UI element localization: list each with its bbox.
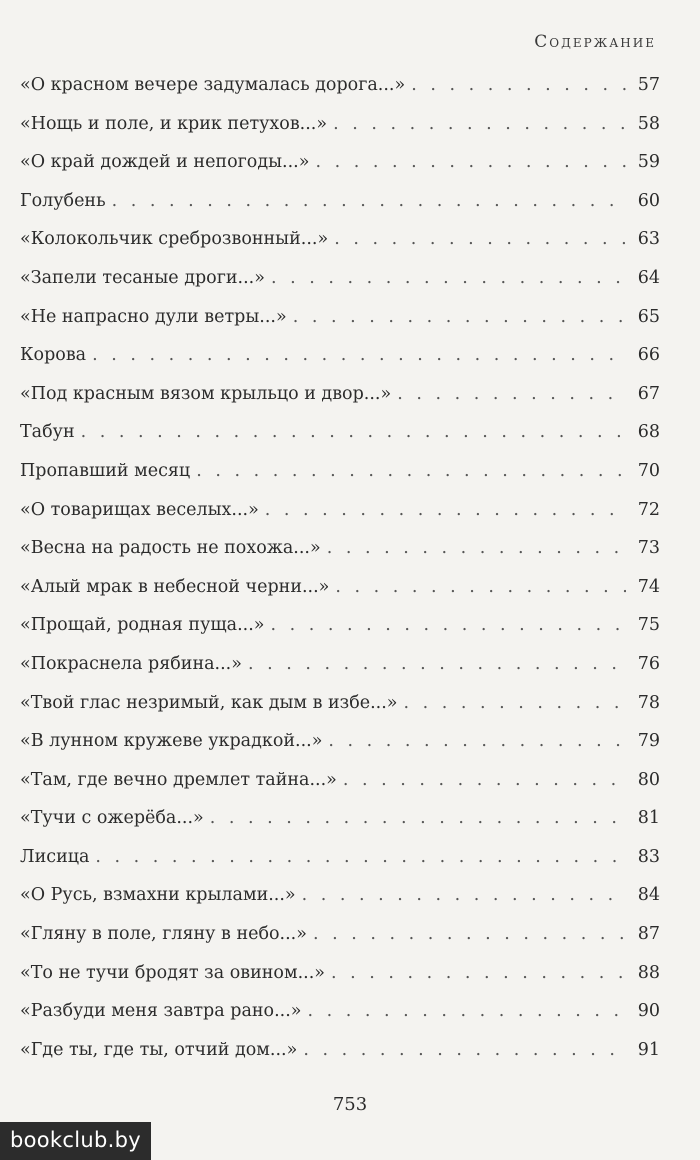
toc-entry [20,915,660,954]
toc-entry [20,722,660,761]
toc-entry [20,105,660,144]
dot-leader [335,568,626,607]
toc-entry [20,1031,660,1070]
dot-leader [404,684,627,723]
toc-entry-title: Корова [20,345,87,366]
toc-entry-page: 67 [637,383,660,404]
toc-entry-title: «Где ты, где ты, отчий дом...» [20,1039,298,1060]
toc-entry [20,645,660,684]
page-number: 753 [332,1094,368,1115]
toc-entry-page: 91 [637,1039,660,1060]
toc-entry-title: «Разбуди меня завтра рано...» [20,1001,302,1022]
toc-entry-title: Голубень [20,190,106,211]
toc-entry-title: «Гляну в поле, гляну в небо...» [20,924,307,945]
toc-entry-title: «Весна на радость не похожа...» [20,538,321,559]
dot-leader [210,799,626,838]
toc-entry-title: Табун [20,422,75,443]
dot-leader [293,298,626,337]
toc-entry-title: Лисица [20,846,90,867]
dot-leader [334,220,626,259]
dot-leader [196,452,626,491]
watermark-logo: bookclub.by [0,1122,151,1160]
toc-entry [20,413,660,452]
toc-entry [20,298,660,337]
toc-entry [20,375,660,414]
toc-entry-page: 79 [637,731,660,752]
toc-entry-title: «Твой глас незримый, как дым в избе...» [20,692,398,713]
dot-leader [327,529,626,568]
toc-entry-page: 80 [637,769,660,790]
toc-entry [20,761,660,800]
toc-entry-page: 66 [637,345,660,366]
toc-entry-title: «О товарищах веселых...» [20,499,259,520]
toc-entry [20,568,660,607]
toc-entry-title: «Тучи с ожерёба...» [20,808,204,829]
toc-entry [20,220,660,259]
toc-entry-title: «Запели тесаные дроги...» [20,267,265,288]
toc-entry-title: «Прощай, родная пуща...» [20,615,265,636]
toc-entry-page: 87 [637,924,660,945]
dot-leader [81,413,626,452]
toc-entry-page: 59 [637,152,660,173]
toc-entry [20,336,660,375]
toc-entry [20,182,660,221]
dot-leader [92,336,626,375]
toc-entry [20,799,660,838]
toc-entry-page: 72 [637,499,660,520]
toc-entry-title: Пропавший месяц [20,460,191,481]
toc-entry-page: 57 [637,75,660,95]
toc-entry [20,491,660,530]
toc-entry-page: 73 [637,538,660,559]
dot-leader [95,838,626,877]
dot-leader [303,1031,626,1070]
dot-leader [411,66,626,105]
toc-entry-page: 63 [637,229,660,250]
toc-entry-page: 81 [637,808,660,829]
toc-entry-page: 58 [637,113,660,134]
toc-entry [20,452,660,491]
toc-entry-page: 64 [637,267,660,288]
dot-leader [307,992,626,1031]
toc-entry-page: 76 [637,653,660,674]
dot-leader [315,143,626,182]
toc-entry-page: 60 [637,190,660,211]
toc-entry-page: 74 [637,576,660,597]
dot-leader [271,259,626,298]
dot-leader [265,491,626,530]
toc-entry [20,529,660,568]
dot-leader [112,182,626,221]
toc-entry-page: 90 [637,1001,660,1022]
toc-entry [20,954,660,993]
toc-entry-page: 65 [637,306,660,327]
toc-entry [20,684,660,723]
running-head: Содержание [534,32,656,52]
toc-entry-page: 75 [637,615,660,636]
toc-entry [20,143,660,182]
toc-entry-title: «Не напрасно дули ветры...» [20,306,287,327]
toc-entry [20,606,660,645]
toc-entry-title: «О край дождей и непогоды...» [20,152,310,173]
toc-entry-title: «О Русь, взмахни крылами...» [20,885,296,906]
toc-entry-page: 83 [637,846,660,867]
dot-leader [313,915,626,954]
dot-leader [397,375,626,414]
toc-entry-title: «О красном вечере задумалась дорога...» [20,75,406,95]
dot-leader [333,105,626,144]
dot-leader [331,954,626,993]
toc-entry-page: 78 [637,692,660,713]
table-of-contents [20,66,660,1069]
toc-entry [20,876,660,915]
toc-entry [20,259,660,298]
toc-entry-title: «Покраснела рябина...» [20,653,242,674]
toc-entry-title: «Алый мрак в небесной черни...» [20,576,330,597]
dot-leader [248,645,626,684]
dot-leader [328,722,626,761]
toc-entry-page: 70 [637,460,660,481]
toc-entry-page: 88 [637,962,660,983]
toc-entry-title: «Там, где вечно дремлет тайна...» [20,769,337,790]
toc-entry [20,992,660,1031]
toc-entry-title: «В лунном кружеве украдкой...» [20,731,323,752]
dot-leader [302,876,626,915]
toc-entry-title: «Под красным вязом крыльцо и двор...» [20,383,392,404]
toc-entry-page: 68 [637,422,660,443]
toc-entry-title: «Нощь и поле, и крик петухов...» [20,113,328,134]
toc-entry [20,66,660,105]
toc-entry-title: «Колокольчик среброзвонный...» [20,229,329,250]
toc-entry [20,838,660,877]
toc-entry-title: «То не тучи бродят за овином...» [20,962,325,983]
dot-leader [343,761,626,800]
dot-leader [270,606,626,645]
toc-entry-page: 84 [637,885,660,906]
